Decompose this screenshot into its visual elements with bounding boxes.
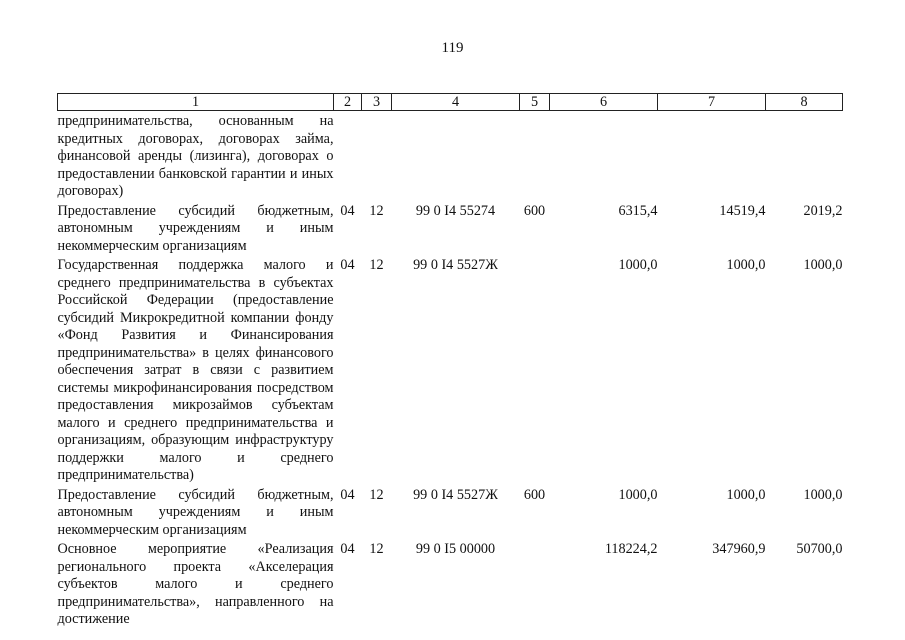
row-description: предпринимательства, основанным на кредитных договорах, договорах займа, финансовой аренды (лизинга), договорах о предоставлении банковской гарантии и иных договорах) xyxy=(57,113,334,199)
amount-col8: 2019,2 xyxy=(803,202,843,219)
amount-col6: 6315,4 xyxy=(618,202,658,219)
expense-type-code xyxy=(520,255,550,485)
subsection-code: 12 xyxy=(369,257,384,273)
row-description: Основное мероприятие «Реализация регионального проекта «Акселерация субъектов малого и среднего предпринимательства», направленного на достижение xyxy=(57,541,334,627)
amount-col7: 1000,0 xyxy=(726,486,766,503)
table-row xyxy=(58,111,843,201)
section-code xyxy=(334,111,362,201)
expense-type-code: 600 xyxy=(523,486,546,503)
subsection-code: 12 xyxy=(369,202,384,219)
expense-type-code xyxy=(520,111,550,201)
amount-col7: 347960,9 xyxy=(712,541,766,557)
target-article-code: 99 0 I5 00000 xyxy=(415,541,496,557)
amount-col7: 14519,4 xyxy=(719,202,766,219)
budget-table xyxy=(57,93,843,629)
amount-col6: 1000,0 xyxy=(618,257,658,273)
table-row xyxy=(58,539,843,629)
page-number: 119 xyxy=(441,40,464,56)
target-article-code xyxy=(392,111,520,201)
column-header: 2 xyxy=(334,94,362,111)
table-row xyxy=(58,485,843,540)
section-code: 04 xyxy=(340,541,355,557)
expense-type-code: 600 xyxy=(523,202,546,219)
target-article-code: 99 0 I4 5527Ж xyxy=(413,257,498,273)
amount-col6: 1000,0 xyxy=(618,486,658,503)
column-header: 4 xyxy=(392,94,520,111)
section-code: 04 xyxy=(340,202,355,219)
column-header: 7 xyxy=(658,94,766,111)
column-header: 3 xyxy=(362,94,392,111)
subsection-code: 12 xyxy=(369,541,384,557)
section-code: 04 xyxy=(340,486,355,503)
row-description: Государственная поддержка малого и среднего предпринимательства в субъектах Российской Федерации (предоставление субсидий Микрокредитной компании фонду «Фонд Развития и Финансирования предпринимательства» в целях финансового обеспечения затрат в связи с развитием системы микрофинансирования посредством предоставления микрозаймов субъектам малого и среднего предпринимательства и организациям, образующим инфраструктуру поддержки малого и среднего предпринимательства) xyxy=(57,257,334,483)
column-header: 1 xyxy=(58,94,334,111)
amount-col7: 1000,0 xyxy=(726,257,766,273)
table-row xyxy=(58,201,843,256)
amount-col6 xyxy=(550,111,658,201)
amount-col7 xyxy=(658,111,766,201)
target-article-code: 99 0 I4 5527Ж xyxy=(413,486,498,503)
row-description: Предоставление субсидий бюджетным, автономным учреждениям и иным некоммерческим организациям xyxy=(57,202,334,254)
target-article-code: 99 0 I4 55274 xyxy=(415,202,496,219)
column-header: 8 xyxy=(766,94,843,111)
amount-col8 xyxy=(766,111,843,201)
amount-col8: 1000,0 xyxy=(803,486,843,503)
table-row xyxy=(58,255,843,485)
amount-col6: 118224,2 xyxy=(604,541,658,557)
column-header: 6 xyxy=(550,94,658,111)
row-description: Предоставление субсидий бюджетным, автономным учреждениям и иным некоммерческим организациям xyxy=(57,486,334,538)
column-header: 5 xyxy=(520,94,550,111)
amount-col8: 1000,0 xyxy=(803,257,843,273)
section-code: 04 xyxy=(340,257,355,273)
amount-col8: 50700,0 xyxy=(796,541,843,557)
subsection-code: 12 xyxy=(369,486,384,503)
subsection-code xyxy=(362,111,392,201)
expense-type-code xyxy=(520,539,550,629)
header-row xyxy=(58,94,843,111)
